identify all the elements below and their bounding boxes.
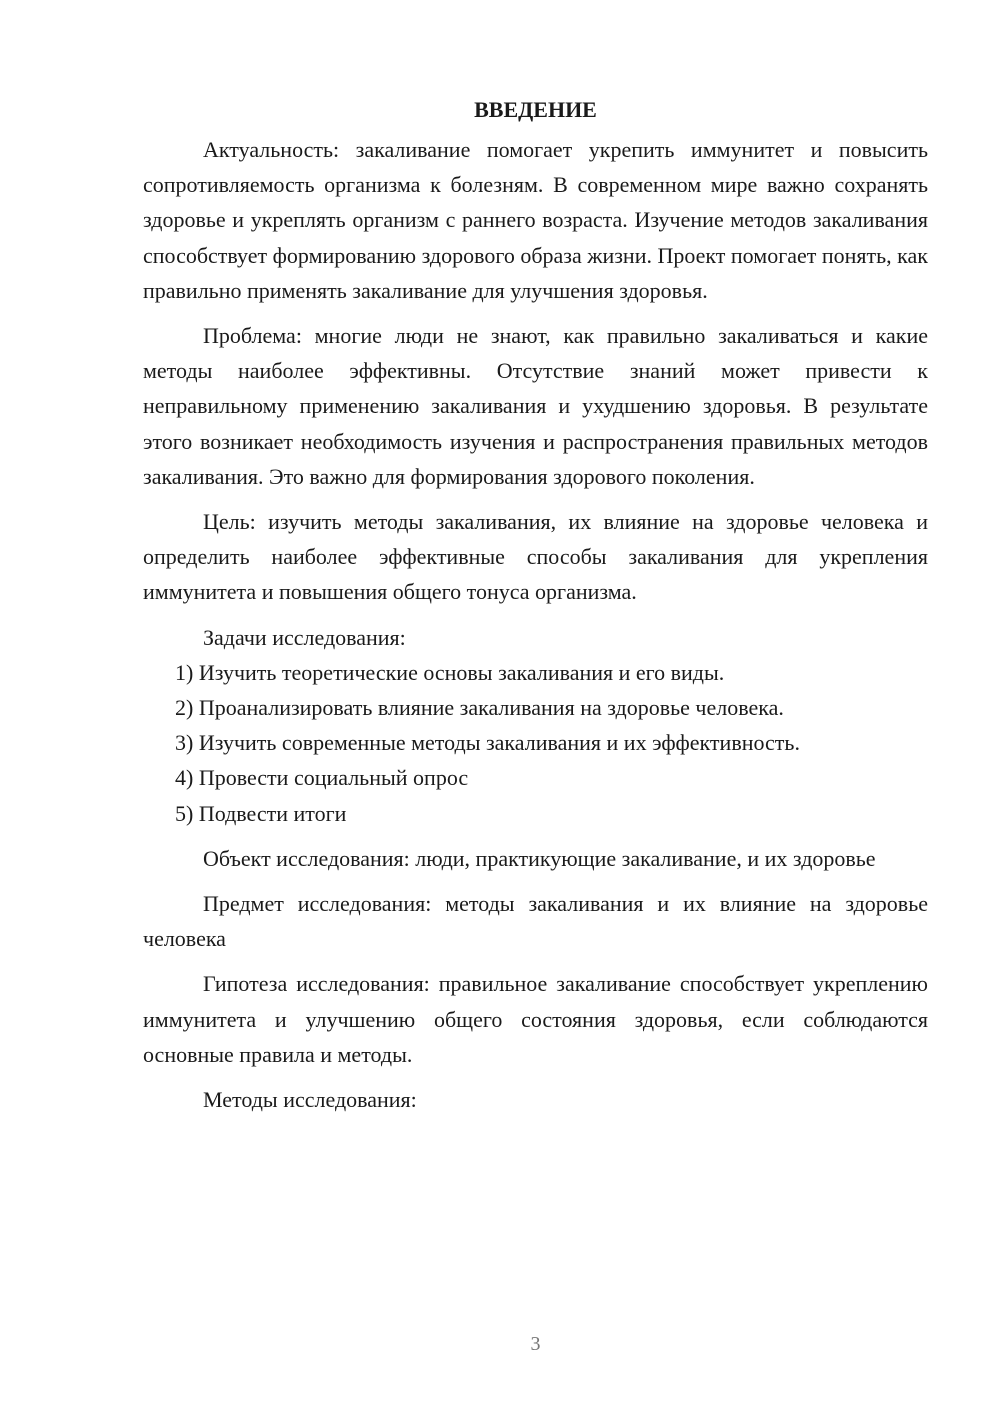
paragraph-problem: Проблема: многие люди не знают, как правильно закаливаться и какие методы наиболее эффективны. Отсутствие знаний может привести к неправильному применению закаливания и ухудшению здоровья. В результате этого возникает необходимость изучения и распространения правильных методов закаливания. Это важно для формирования здорового поколения. <box>143 323 928 489</box>
document-page <box>143 92 928 1117</box>
page-number: 3 <box>530 1333 541 1355</box>
list-item: 2) Проанализировать влияние закаливания на здоровье человека. <box>175 695 784 721</box>
list-item: 5) Подвести итоги <box>175 800 347 826</box>
page-title: ВВЕДЕНИЕ <box>474 97 597 122</box>
paragraph-object: Объект исследования: люди, практикующие закаливание, и их здоровье <box>203 845 876 871</box>
list-item: 3) Изучить современные методы закаливания и их эффективность. <box>175 730 800 756</box>
list-item: 4) Провести социальный опрос <box>175 765 469 791</box>
paragraph-subject: Предмет исследования: методы закаливания и их влияние на здоровье человека <box>143 891 928 952</box>
tasks-list <box>143 655 928 831</box>
paragraph-relevance: Актуальность: закаливание помогает укрепить иммунитет и повысить сопротивляемость организма к болезням. В современном мире важно сохранять здоровье и укреплять организм с раннего возраста. Изучение методов закаливания способствует формированию здорового образа жизни. Проект помогает понять, как правильно применять закаливание для улучшения здоровья. <box>143 137 928 303</box>
paragraph-goal: Цель: изучить методы закаливания, их влияние на здоровье человека и определить наиболее эффективные способы закаливания для укрепления иммунитета и повышения общего тонуса организма. <box>143 509 928 605</box>
list-item: 1) Изучить теоретические основы закаливания и его виды. <box>175 659 725 685</box>
methods-title: Методы исследования: <box>203 1087 417 1113</box>
tasks-title: Задачи исследования: <box>203 624 406 650</box>
paragraph-hypothesis: Гипотеза исследования: правильное закаливание способствует укреплению иммунитета и улучшению общего состояния здоровья, если соблюдаются основные правила и методы. <box>143 971 928 1067</box>
